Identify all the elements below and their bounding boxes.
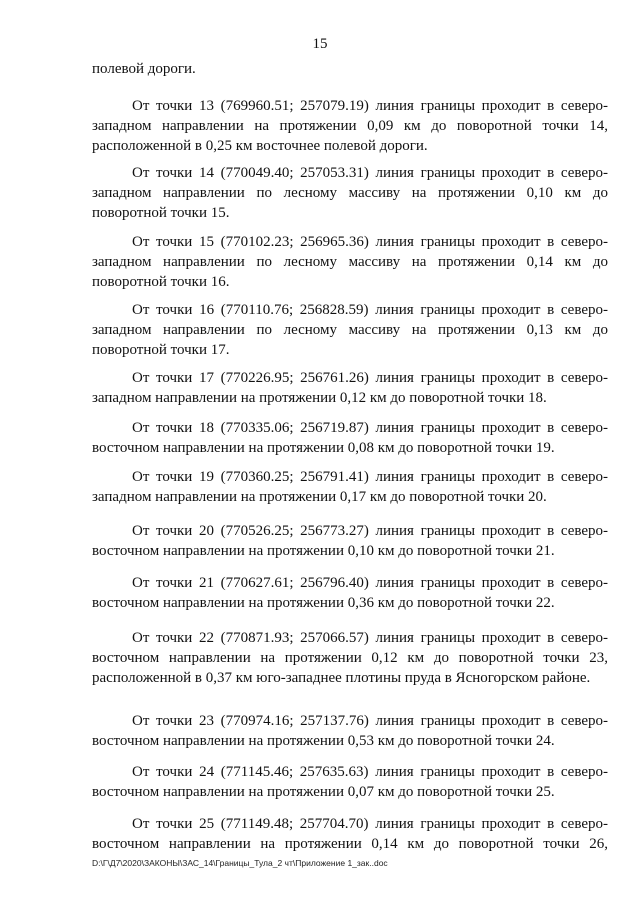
text-line: западном направлении на протяжении 0,09 км до поворотной точки 14, [92, 118, 608, 134]
text-line: От точки 17 (770226.95; 256761.26) линия границы проходит в северо- [132, 370, 608, 386]
text-line: От точки 22 (770871.93; 257066.57) линия границы проходит в северо- [132, 630, 608, 646]
text-line: восточном направлении на протяжении 0,10 км до поворотной точки 21. [92, 543, 555, 559]
text-line: поворотной точки 16. [92, 274, 230, 290]
text-line: От точки 21 (770627.61; 256796.40) линия границы проходит в северо- [132, 575, 608, 591]
text-line: восточном направлении на протяжении 0,12 км до поворотной точки 23, [92, 650, 608, 666]
text-line: восточном направлении на протяжении 0,07 км до поворотной точки 25. [92, 784, 555, 800]
text-line: От точки 19 (770360.25; 256791.41) линия границы проходит в северо- [132, 469, 608, 485]
text-line: восточном направлении на протяжении 0,14 км до поворотной точки 26, [92, 836, 608, 852]
text-line: поворотной точки 17. [92, 342, 230, 358]
text-line: От точки 15 (770102.23; 256965.36) линия границы проходит в северо- [132, 234, 608, 250]
text-line: восточном направлении на протяжении 0,36 км до поворотной точки 22. [92, 595, 555, 611]
text-line: От точки 25 (771149.48; 257704.70) линия границы проходит в северо- [132, 816, 608, 832]
text-line: западном направлении по лесному массиву на протяжении 0,10 км до [92, 185, 608, 201]
text-line: От точки 14 (770049.40; 257053.31) линия границы проходит в северо- [132, 165, 608, 181]
footer-file-path: D:\Г\Д7\2020\ЗАКОНЫ\ЗАС_14\Границы_Тула_2 чт\Приложение 1_зак..doc [92, 858, 388, 868]
text-line: От точки 16 (770110.76; 256828.59) линия границы проходит в северо- [132, 302, 608, 318]
text-line: западном направлении на протяжении 0,17 км до поворотной точки 20. [92, 489, 547, 505]
text-line: поворотной точки 15. [92, 205, 230, 221]
text-line: От точки 13 (769960.51; 257079.19) линия границы проходит в северо- [132, 98, 608, 114]
lead-line: полевой дороги. [92, 61, 196, 77]
text-line: От точки 23 (770974.16; 257137.76) линия границы проходит в северо- [132, 713, 608, 729]
text-line: расположенной в 0,37 км юго-западнее плотины пруда в Ясногорском районе. [92, 670, 591, 686]
text-line: восточном направлении на протяжении 0,08 км до поворотной точки 19. [92, 440, 555, 456]
text-line: От точки 20 (770526.25; 256773.27) линия границы проходит в северо- [132, 523, 608, 539]
text-line: расположенной в 0,25 км восточнее полевой дороги. [92, 138, 428, 154]
text-line: западном направлении по лесному массиву на протяжении 0,13 км до [92, 322, 608, 338]
text-line: западном направлении по лесному массиву на протяжении 0,14 км до [92, 254, 608, 270]
text-line: От точки 18 (770335.06; 256719.87) линия границы проходит в северо- [132, 420, 608, 436]
text-line: восточном направлении на протяжении 0,53 км до поворотной точки 24. [92, 733, 555, 749]
text-line: От точки 24 (771145.46; 257635.63) линия границы проходит в северо- [132, 764, 608, 780]
page-number: 15 [312, 36, 328, 52]
text-line: западном направлении на протяжении 0,12 км до поворотной точки 18. [92, 390, 547, 406]
